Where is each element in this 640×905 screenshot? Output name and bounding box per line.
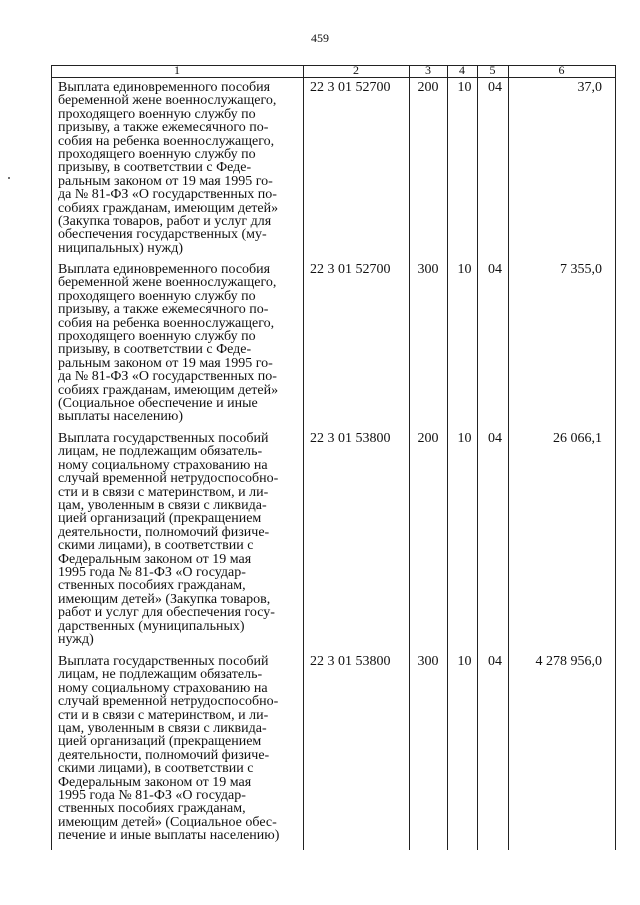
row-amount: 4 278 956,0 (535, 654, 602, 669)
column-divider (508, 65, 509, 850)
row-col-5: 04 (488, 654, 502, 669)
row-col-5: 04 (488, 80, 502, 95)
scan-speck (8, 177, 10, 179)
row-col-4: 10 (457, 262, 472, 277)
row-amount: 26 066,1 (553, 431, 602, 446)
page-number: 459 (311, 31, 329, 45)
column-divider (51, 65, 52, 850)
row-code: 22 3 01 52700 (310, 262, 391, 277)
row-col-5: 04 (488, 262, 502, 277)
header-bottom-rule (51, 77, 616, 78)
row-code: 22 3 01 52700 (310, 80, 391, 95)
row-col-4: 10 (457, 431, 472, 446)
row-col-4: 10 (457, 80, 472, 95)
row-code: 22 3 01 53800 (310, 654, 391, 669)
column-divider (615, 65, 616, 850)
header-col-4: 4 (459, 63, 465, 77)
column-divider (409, 65, 410, 850)
row-description: Выплата единовременного пособия беременной жене военнослужащего, проходящего военную службу по призыву, а также ежемесячного по- собия на ребенка военнослужащего, проходящего военную службу по призыву, в соответствии с Феде- ральным законом от 19 мая 1995 го- да № 81-ФЗ «О государственных по- собиях гражданам, имеющим детей» (Социальное обеспечение и иные выплаты населению) (58, 262, 279, 425)
column-divider (303, 65, 304, 850)
row-amount: 7 355,0 (560, 262, 602, 277)
row-col-3: 300 (417, 654, 439, 669)
header-col-1: 1 (174, 63, 180, 77)
row-col-4: 10 (457, 654, 472, 669)
row-col-3: 300 (417, 262, 439, 277)
row-description: Выплата единовременного пособия беременной жене военнослужащего, проходящего военную службу по призыву, а также ежемесячного по- собия на ребенка военнослужащего, проходящего военную службу по призыву, в соответствии с Феде- ральным законом от 19 мая 1995 го- да № 81-ФЗ «О государственных по- собиях гражданам, имеющим детей» (Закупка товаров, работ и услуг для обеспечения государственных (му- ниципальных) нужд) (58, 80, 279, 256)
header-col-3: 3 (425, 63, 431, 77)
column-divider (477, 65, 478, 850)
header-col-2: 2 (353, 63, 359, 77)
row-col-5: 04 (488, 431, 502, 446)
row-col-3: 200 (417, 80, 439, 95)
column-divider (447, 65, 448, 850)
row-code: 22 3 01 53800 (310, 431, 391, 446)
row-description: Выплата государственных пособий лицам, не подлежащим обязатель- ному социальному страхованию на случай временной нетрудоспособно- сти и в связи с материнством, и ли- цам, уволенным в связи с ликвида- цией организаций (прекращением деятельности, полномочий физиче- скими лицами), в соответствии с Федеральным законом от 19 мая 1995 года № 81-ФЗ «О государ- ственных пособиях гражданам, имеющим детей» (Социальное обес- печение и иные выплаты населению) (58, 654, 280, 844)
row-col-3: 200 (417, 431, 439, 446)
header-col-6: 6 (558, 63, 565, 77)
header-col-5: 5 (489, 63, 496, 77)
row-amount: 37,0 (577, 80, 602, 95)
row-description: Выплата государственных пособий лицам, не подлежащим обязатель- ному социальному страхованию на случай временной нетрудоспособно- сти и в связи с материнством, и ли- цам, уволенным в связи с ликвида- цией организаций (прекращением деятельности, полномочий физиче- скими лицами), в соответствии с Федеральным законом от 19 мая 1995 года № 81-ФЗ «О государ- ственных пособиях гражданам, имеющим детей» (Закупка товаров, работ и услуг для обеспечения госу- дарственных (муниципальных) нужд) (58, 431, 279, 648)
